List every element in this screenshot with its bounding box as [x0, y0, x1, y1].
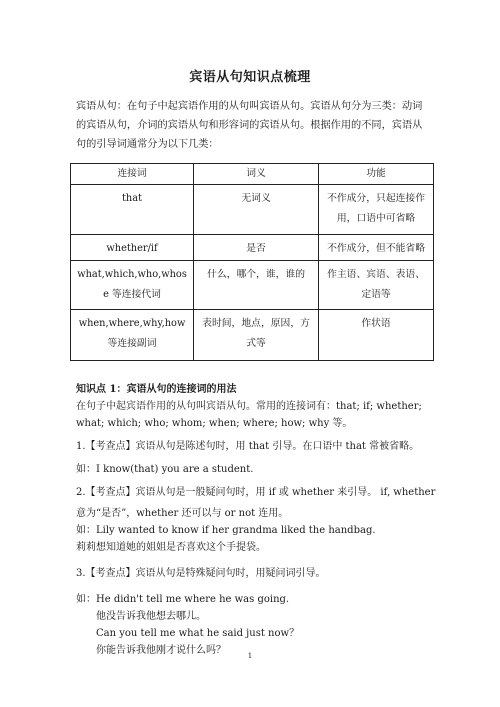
table-row: [71, 235, 434, 261]
header-function: 功能: [319, 164, 434, 185]
table-cell: [71, 310, 194, 361]
body-line: 如：He didn't tell me where he was going.: [76, 594, 290, 605]
table-row: [71, 310, 434, 361]
cell-text: 不作成分，只起连接作: [327, 193, 426, 204]
cell-text: when,where,why,how: [78, 318, 186, 329]
body-line: what; which; who; whom; when; where; how; why 等。: [76, 418, 353, 429]
cell-text: 无词义: [241, 193, 271, 204]
table-cell: [71, 185, 194, 235]
cell-text: 作主语、宾语、表语、: [327, 269, 426, 280]
body-line: 如：I know(that) you are a student.: [76, 464, 254, 475]
table-cell: [319, 310, 434, 361]
cell-text: 定语等: [361, 289, 391, 300]
body-line: 你能告诉我他刚才说什么吗？: [96, 645, 226, 656]
table-cell: [319, 235, 434, 261]
table-cell: [194, 310, 319, 361]
body-line: 在句子中起宾语作用的从句叫宾语从句。常用的连接词有：that; if; whether;: [76, 401, 422, 412]
cell-text: that: [122, 193, 143, 204]
body-line: 1.【考查点】宾语从句是陈述句时，用 that 引导。在口语中 that 常被省略。: [76, 441, 420, 452]
cell-text: whether/if: [106, 243, 158, 254]
cell-text: 不作成分，但不能省略: [327, 243, 426, 254]
table-cell: [71, 261, 194, 310]
body-line: Can you tell me what he said just now？: [96, 628, 300, 639]
cell-text: what,which,who,whos: [77, 269, 187, 280]
page-title: 宾语从句知识点梳理: [189, 70, 311, 85]
body-line: 莉莉想知道她的姐姐是否喜欢这个手提袋。: [76, 542, 266, 553]
table-cell: [319, 185, 434, 235]
body-line: 意为“是否”，whether 还可以与 or not 连用。: [76, 508, 289, 519]
cell-text: 等连接副词: [107, 338, 157, 349]
section-heading: 知识点 1：宾语从句的连接词的用法: [76, 384, 237, 395]
body-line: 3.【考查点】宾语从句是特殊疑问句时，用疑问词引导。: [76, 568, 326, 579]
table-cell: [194, 235, 319, 261]
table-header-row: [71, 164, 434, 185]
intro-line: 句的引导词通常分为以下几类：: [76, 139, 219, 150]
body-line: 2.【考查点】宾语从句是一般疑问句时，用 if 或 whether 来引导。 if, whether: [76, 487, 436, 498]
cell-text: 表时间，地点，原因，方: [202, 318, 310, 329]
header-connector: 连接词: [71, 164, 194, 185]
cell-text: 作状语: [361, 318, 391, 329]
body-line: 如：Lily wanted to know if her grandma liked the handbag.: [76, 525, 376, 536]
cell-text: 式等: [246, 338, 266, 349]
header-meaning: 词义: [194, 164, 319, 185]
table-cell: [319, 261, 434, 310]
table-row: [71, 261, 434, 310]
intro-paragraph: [76, 97, 426, 154]
table-cell: [194, 185, 319, 235]
page-number: 1: [247, 652, 253, 660]
table-row: [71, 185, 434, 235]
cell-text: 什么，哪个，谁，谁的: [207, 269, 306, 280]
cell-text: 用，口语中可省略: [336, 213, 416, 224]
intro-line: 宾语从句：在句子中起宾语作用的从句叫宾语从句。宾语从句分为三类：动词: [76, 101, 423, 112]
cell-text: 是否: [246, 243, 266, 254]
table-cell: [71, 235, 194, 261]
connector-table: [70, 163, 434, 361]
intro-line: 的宾语从句，介词的宾语从句和形容词的宾语从句。根据作用的不同，宾语从: [76, 120, 423, 131]
body-line: 他没告诉我他想去哪儿。: [96, 611, 206, 622]
knowledge-section: [76, 381, 436, 659]
table-cell: [194, 261, 319, 310]
cell-text: e 等连接代词: [103, 289, 161, 300]
